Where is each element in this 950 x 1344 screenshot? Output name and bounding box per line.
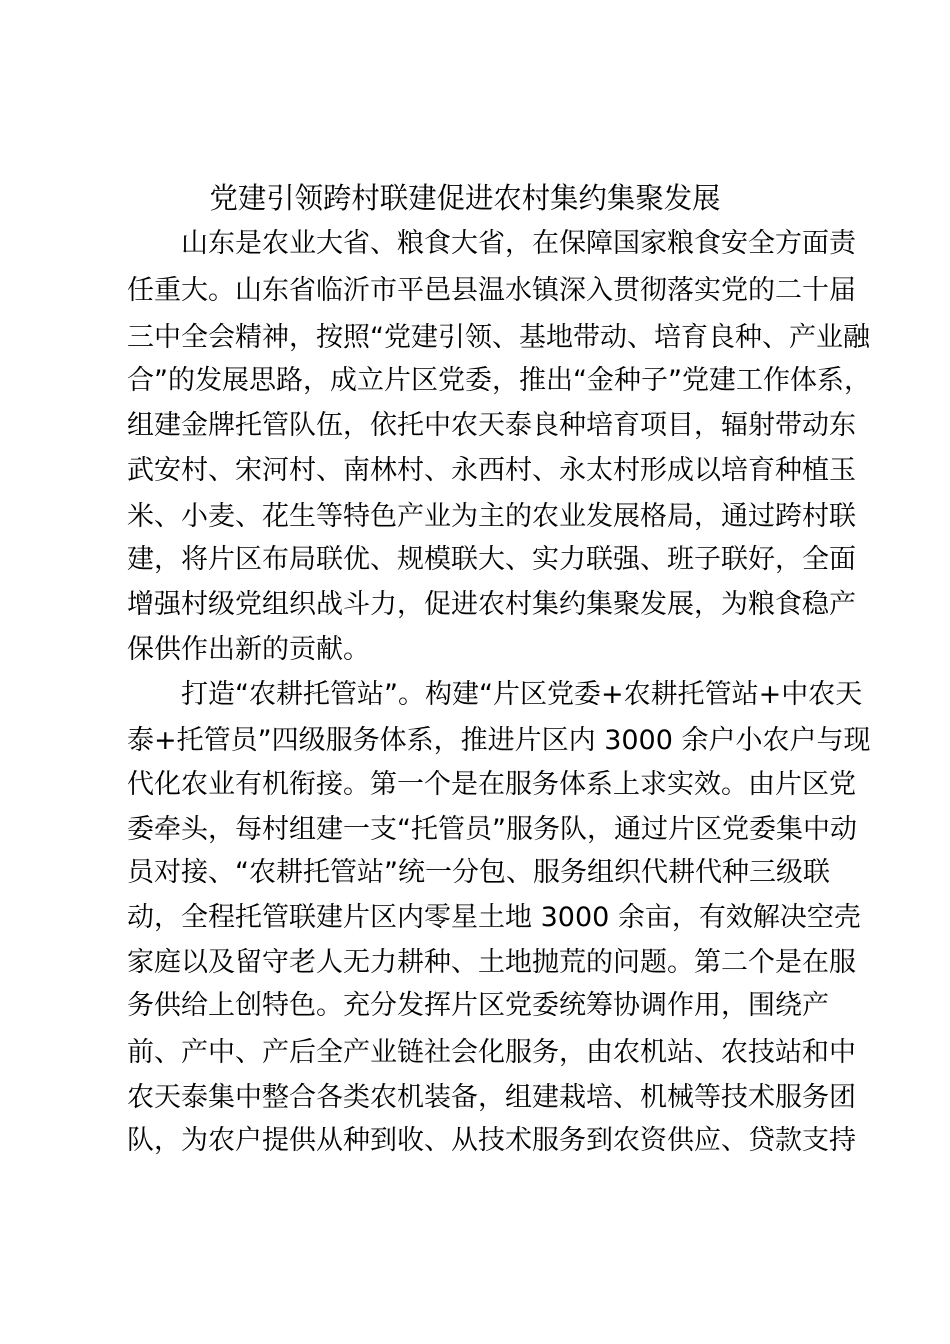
text-line: 前、产中、产后全产业链社会化服务，由农机站、农技站和中	[127, 1037, 856, 1068]
text-line: 家庭以及留守老人无力耕种、土地抛荒的问题。第二个是在服	[127, 947, 856, 978]
text-line: 打造“农耕托管站”。构建“片区党委+农耕托管站+中农天	[181, 679, 863, 710]
document-title: 党建引领跨村联建促进农村集约集聚发展	[209, 181, 721, 215]
text-line: 动，全程托管联建片区内零星土地 3000 余亩，有效解决空壳	[127, 902, 861, 933]
text-line: 委牵头，每村组建一支“托管员”服务队，通过片区党委集中动	[127, 814, 857, 845]
text-line: 队，为农户提供从种到收、从技术服务到农资供应、贷款支持	[127, 1125, 856, 1156]
text-line: 山东是农业大省、粮食大省，在保障国家粮食安全方面责	[181, 228, 856, 259]
text-line: 泰+托管员”四级服务体系，推进片区内 3000 余户小农户与现	[127, 725, 871, 756]
text-line: 建，将片区布局联优、规模联大、实力联强、班子联好，全面	[127, 544, 856, 575]
text-line: 合”的发展思路，成立片区党委，推出“金种子”党建工作体系，	[127, 365, 871, 396]
text-line: 员对接、“农耕托管站”统一分包、服务组织代耕代种三级联	[127, 857, 830, 888]
text-line: 任重大。山东省临沂市平邑县温水镇深入贯彻落实党的二十届	[127, 275, 856, 306]
text-line: 武安村、宋河村、南林村、永西村、永太村形成以培育种植玉	[127, 455, 856, 486]
text-line: 农天泰集中整合各类农机装备，组建栽培、机械等技术服务团	[127, 1082, 856, 1113]
text-line: 务供给上创特色。充分发挥片区党委统筹协调作用，围绕产	[127, 990, 829, 1021]
text-line: 保供作出新的贡献。	[127, 634, 370, 665]
text-line: 代化农业有机衔接。第一个是在服务体系上求实效。由片区党	[127, 769, 856, 800]
text-line: 米、小麦、花生等特色产业为主的农业发展格局，通过跨村联	[127, 501, 856, 532]
text-line: 组建金牌托管队伍，依托中农天泰良种培育项目，辐射带动东	[127, 410, 856, 441]
text-line: 三中全会精神，按照“党建引领、基地带动、培育良种、产业融	[127, 322, 870, 353]
text-line: 增强村级党组织战斗力，促进农村集约集聚发展，为粮食稳产	[127, 589, 856, 620]
